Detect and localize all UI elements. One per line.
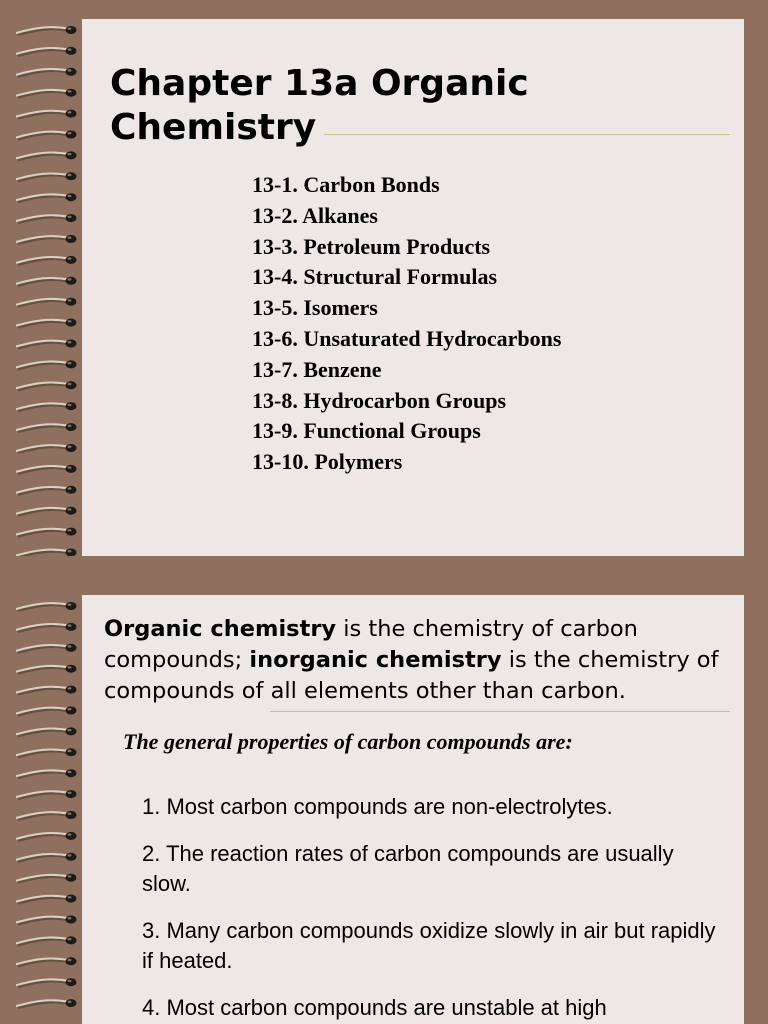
properties-list xyxy=(142,792,722,1024)
binding-ring xyxy=(16,811,77,820)
list-item: 1. Most carbon compounds are non-electrolytes. xyxy=(142,794,613,819)
binding-ring xyxy=(16,686,77,695)
binding-ring xyxy=(16,916,77,925)
binding-ring xyxy=(16,936,77,945)
intro-paragraph xyxy=(104,614,724,707)
binding-ring xyxy=(16,277,77,286)
binding-ring xyxy=(16,727,77,736)
binding-ring xyxy=(16,110,77,119)
binding-ring xyxy=(16,319,77,328)
binding-ring xyxy=(16,853,77,862)
binding-ring xyxy=(16,444,77,453)
binding-ring xyxy=(16,707,77,716)
list-item: 2. The reaction rates of carbon compounds are usually slow. xyxy=(142,841,674,896)
section-subheading: The general properties of carbon compounds are: xyxy=(123,729,573,754)
page-title: Chapter 13a Organic Chemistry xyxy=(110,63,529,148)
toc-item: 13-7. Benzene xyxy=(252,356,382,382)
binding-ring xyxy=(16,665,77,674)
binding-ring xyxy=(16,507,77,516)
binding-ring xyxy=(16,486,77,495)
binding-ring xyxy=(16,978,77,987)
binding-ring xyxy=(16,957,77,966)
toc-item: 13-2. Alkanes xyxy=(252,202,378,228)
intro-text: is the chemistry of compounds of all elements other than carbon. xyxy=(104,647,719,704)
binding-ring xyxy=(16,623,77,632)
term-organic-chemistry: Organic chemistry xyxy=(104,616,337,642)
binding-ring xyxy=(16,895,77,904)
binding-ring xyxy=(16,151,77,160)
intro-text: is the chemistry of carbon compounds; xyxy=(104,616,638,673)
list-item: 4. Most carbon compounds are unstable at high xyxy=(142,995,607,1020)
binding-ring xyxy=(16,172,77,181)
binding-ring xyxy=(16,790,77,799)
binding-ring xyxy=(16,423,77,432)
binding-ring xyxy=(16,832,77,841)
binding-ring xyxy=(16,874,77,883)
term-inorganic-chemistry: inorganic chemistry xyxy=(249,647,502,673)
binding-ring xyxy=(16,131,77,140)
spiral-binding-icon xyxy=(0,19,100,556)
spiral-binding-icon xyxy=(0,595,100,1024)
toc-item: 13-6. Unsaturated Hydrocarbons xyxy=(252,325,562,351)
toc-item: 13-1. Carbon Bonds xyxy=(252,172,440,197)
toc-item: 13-9. Functional Groups xyxy=(252,418,481,444)
toc-item: 13-3. Petroleum Products xyxy=(252,233,491,259)
binding-ring xyxy=(16,748,77,757)
binding-ring xyxy=(16,360,77,369)
binding-ring xyxy=(16,214,77,223)
binding-ring xyxy=(16,402,77,411)
binding-ring xyxy=(16,602,77,611)
toc-item: 13-8. Hydrocarbon Groups xyxy=(252,387,507,413)
binding-ring xyxy=(16,68,77,77)
binding-ring xyxy=(16,769,77,778)
table-of-contents xyxy=(252,170,561,478)
binding-ring xyxy=(16,26,77,35)
binding-ring xyxy=(16,549,77,557)
binding-ring xyxy=(16,235,77,244)
list-item: 3. Many carbon compounds oxidize slowly in air but rapidly if heated. xyxy=(142,918,716,973)
binding-ring xyxy=(16,644,77,653)
binding-ring xyxy=(16,340,77,349)
toc-item: 13-4. Structural Formulas xyxy=(252,264,498,290)
toc-item: 13-10. Polymers xyxy=(252,449,403,475)
binding-ring xyxy=(16,465,77,474)
toc-item: 13-5. Isomers xyxy=(252,295,378,321)
slide-2 xyxy=(0,578,768,1024)
binding-ring xyxy=(16,381,77,390)
binding-ring xyxy=(16,89,77,98)
binding-ring xyxy=(16,528,77,537)
binding-ring xyxy=(16,999,77,1008)
binding-ring xyxy=(16,298,77,307)
binding-ring xyxy=(16,47,77,56)
binding-ring xyxy=(16,193,77,202)
binding-ring xyxy=(16,256,77,265)
title-rule xyxy=(270,711,730,712)
